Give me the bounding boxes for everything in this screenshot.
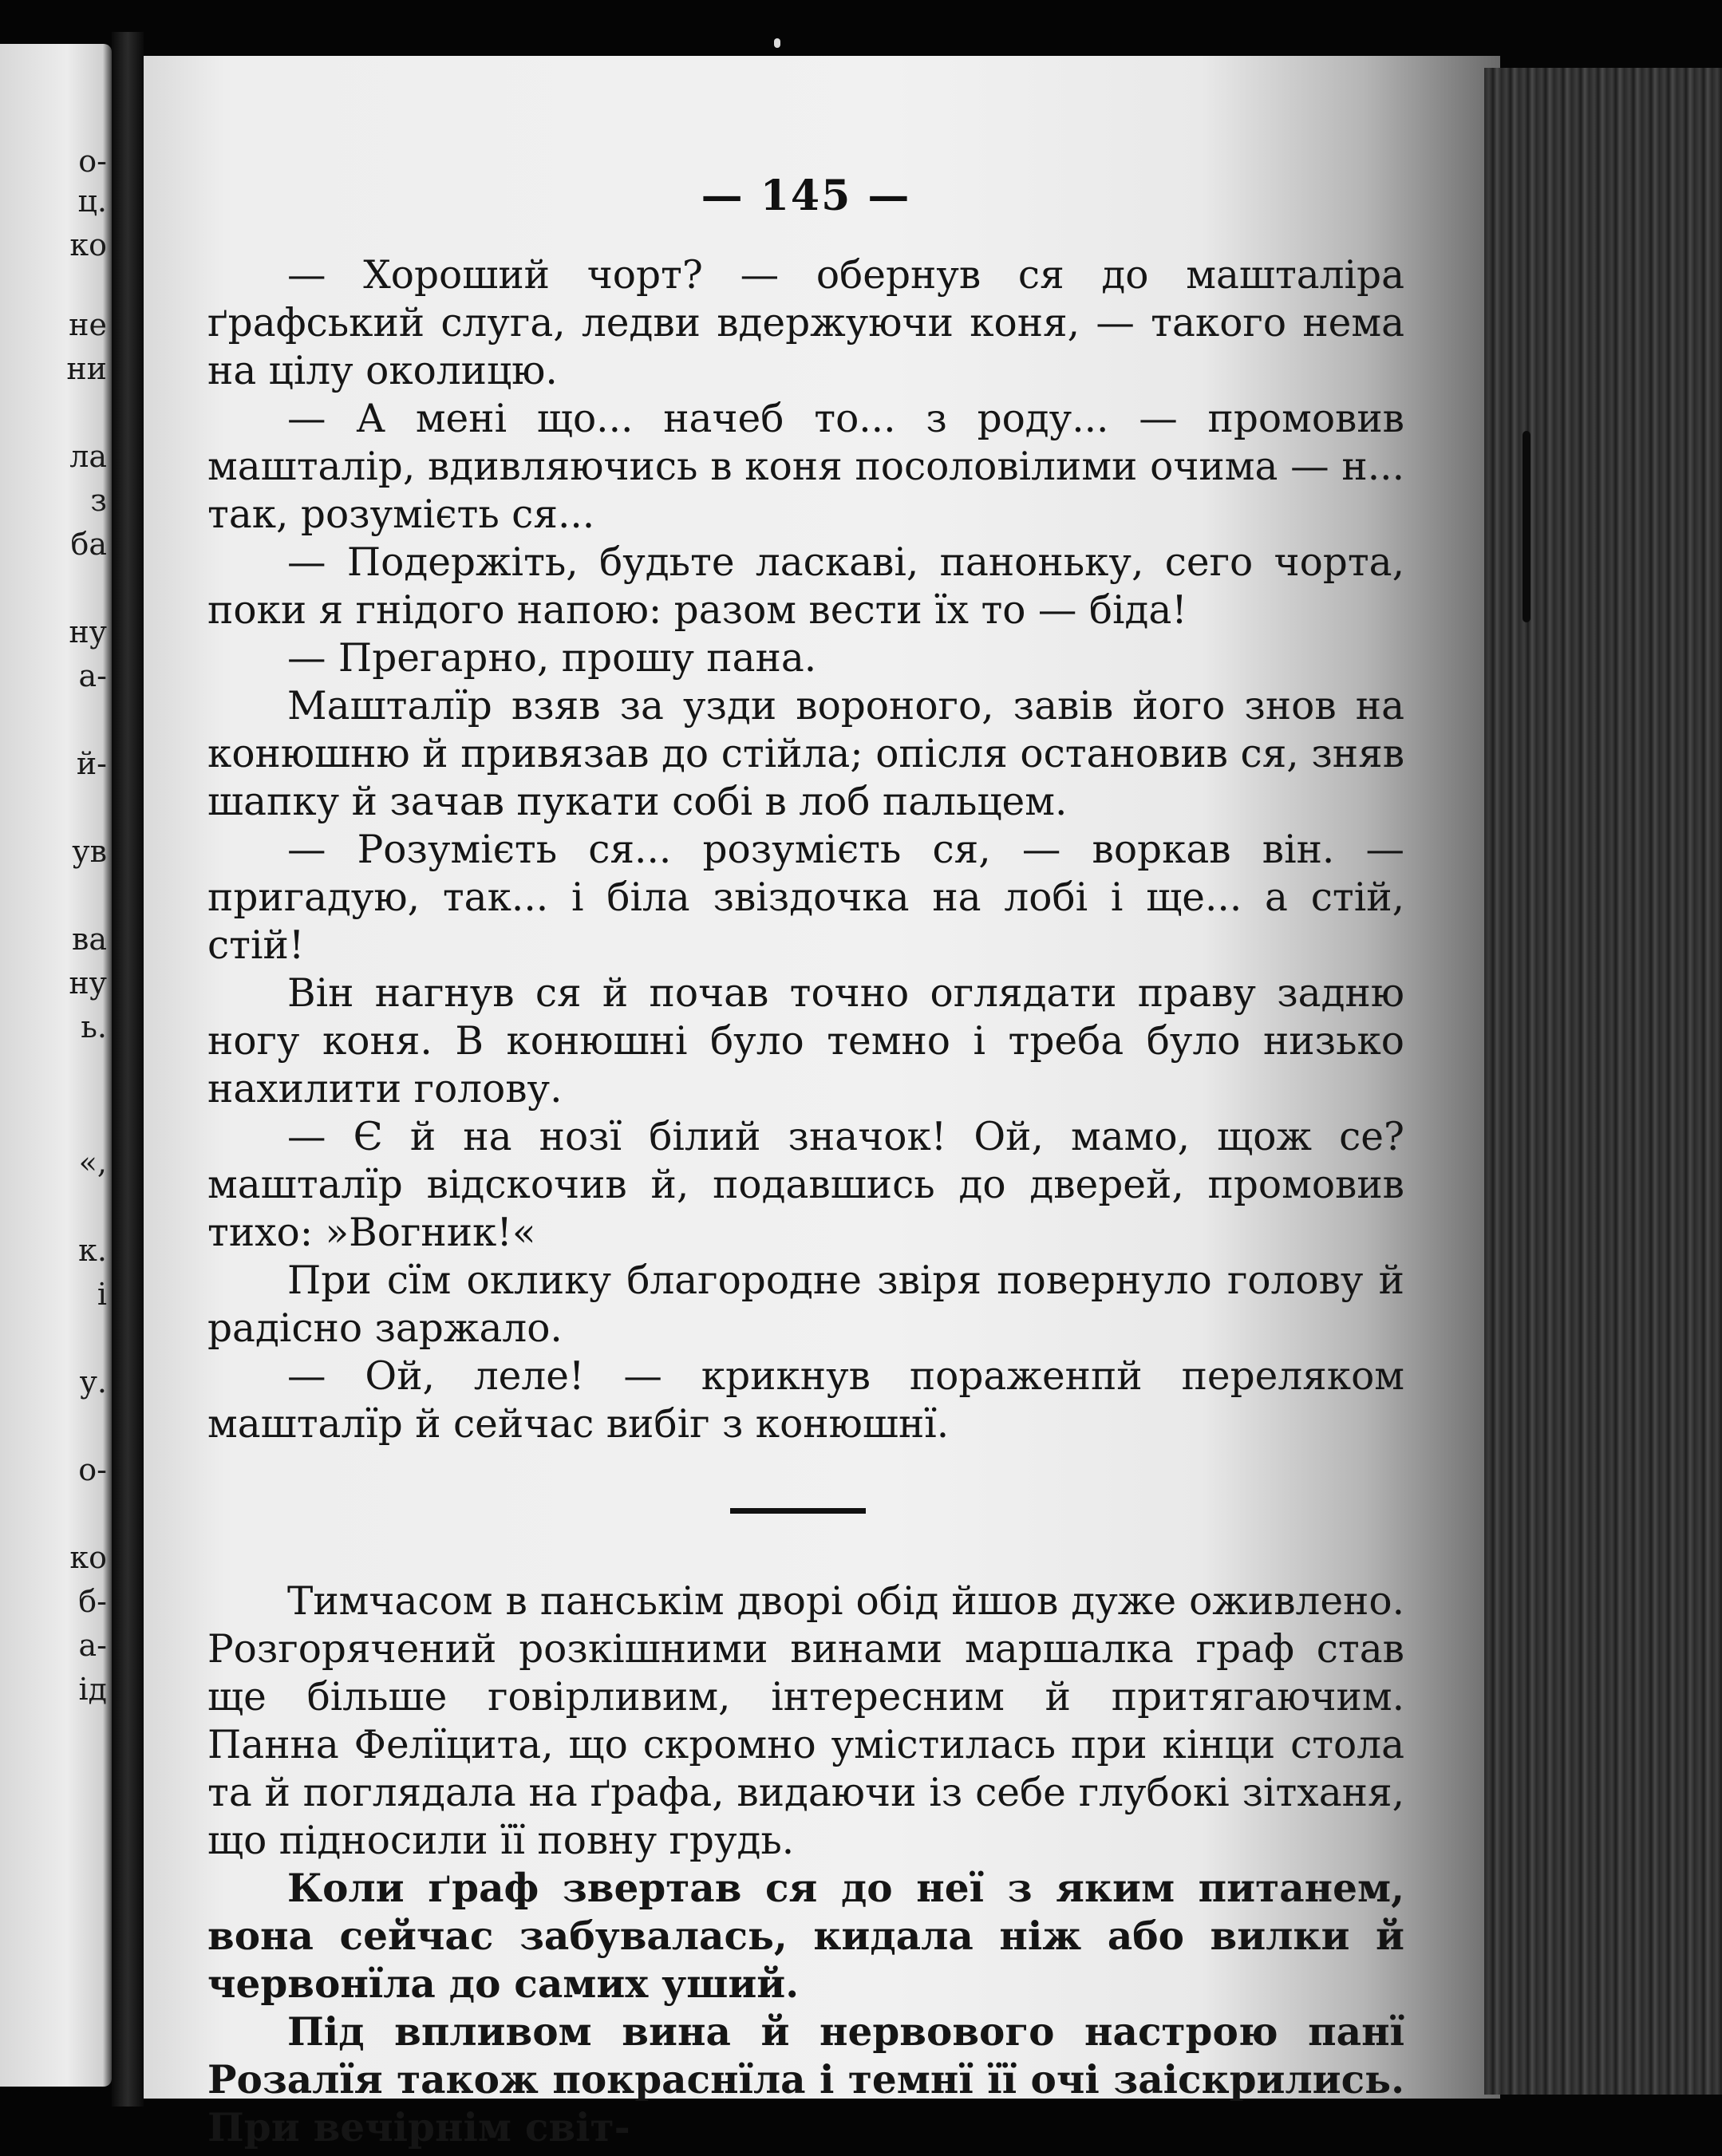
- facing-page-fragment: не: [69, 307, 107, 342]
- dialogue-paragraph: — Розумієть ся... розумієть ся, — воркав він. — пригадую, так... і біла звіздочка на лобі і ще... а стій, стій!: [207, 827, 1404, 968]
- narrative-paragraph: Він нагнув ся й почав точно оглядати праву задню ногу коня. В конюшні було темно і треба було низько нахилити голову.: [207, 971, 1404, 1112]
- facing-page-fragment: о-: [78, 1452, 107, 1487]
- facing-page-fragment: ва: [71, 922, 107, 957]
- facing-page-fragment: ь.: [81, 1009, 107, 1044]
- dialogue-paragraph: — А мені що... начеб то... з роду... — промовив машталір, вдивляючись в коня посоловілими очима — н... так, розумієть ся...: [207, 397, 1404, 537]
- facing-page-fragment: ну: [69, 965, 107, 1001]
- book-gutter: [112, 32, 144, 2107]
- scan-speck: [774, 38, 780, 48]
- narrative-paragraph: Тимчасом в панськім дворі обід йшов дуже оживлено. Розгорячений розкішними винами маршалка граф став ще більше говірливим, інтересним й притягаючим. Панна Фелїцита, що скромно умістилась при кінци стола та й поглядала на ґрафа, видаючи із себе глубокі зітханя, що підносили її повну грудь.: [207, 1579, 1404, 1863]
- narrative-paragraph: При сїм оклику благородне звіря повернуло голову й радісно заржало.: [207, 1258, 1404, 1351]
- narrative-paragraph: Під впливом вина й нервового настрою панї Розалїя також покраснїла і темнї її очі заіскрились. При вечірнім світ-: [207, 2009, 1404, 2150]
- dialogue-paragraph: — Ой, леле! — крикнув пораженпй переляком машталїр й сейчас вибіг з конюшнї.: [207, 1354, 1404, 1447]
- dialogue-paragraph: — Подержіть, будьте ласкаві, паноньку, сего чорта, поки я гнідого напою: разом вести їх то — біда!: [207, 540, 1404, 633]
- page-edge-stack: [1484, 68, 1722, 2095]
- facing-page-fragment: «,: [78, 1145, 107, 1180]
- dialogue-paragraph: — Прегарно, прошу пана.: [287, 636, 817, 681]
- facing-page-fragment: ну: [69, 614, 107, 650]
- facing-page-fragment: а-: [78, 658, 107, 693]
- page-number: — 145 —: [701, 172, 911, 220]
- facing-page-line-endings: [0, 44, 112, 2087]
- section-divider: [730, 1508, 866, 1514]
- facing-page-fragment: ув: [72, 834, 107, 869]
- facing-page-fragment: ни: [66, 351, 107, 386]
- facing-page-left: [0, 44, 112, 2087]
- facing-page-fragment: б-: [78, 1584, 107, 1619]
- page-text: [207, 251, 1404, 2152]
- facing-page-fragment: к.: [78, 1233, 107, 1268]
- dialogue-paragraph: — Хороший чорт? — обернув ся до машталіра ґрафський слуга, ледви вдержуючи коня, — такого нема на цілу околицю.: [207, 253, 1404, 393]
- edge-shadow-mark: [1523, 431, 1530, 622]
- facing-page-fragment: ла: [69, 439, 107, 474]
- facing-page-fragment: о-: [78, 144, 107, 179]
- facing-page-fragment: ц.: [77, 184, 107, 219]
- facing-page-fragment: і: [97, 1277, 107, 1312]
- facing-page-fragment: ід: [78, 1672, 107, 1707]
- facing-page-fragment: у.: [79, 1364, 107, 1400]
- facing-page-fragment: ко: [69, 227, 107, 263]
- facing-page-fragment: й-: [76, 746, 107, 781]
- dialogue-paragraph: — Є й на нозї білий значок! Ой, мамо, щож се? машталїр відскочив й, подавшись до дверей, промовив тихо: »Вогник!«: [207, 1115, 1404, 1255]
- narrative-paragraph: Машталїр взяв за узди вороного, завів його знов на конюшню й привязав до стійла; опісля остановив ся, зняв шапку й зачав пукати собі в лоб пальцем.: [207, 684, 1404, 824]
- book-page: [144, 56, 1500, 2150]
- facing-page-fragment: ко: [69, 1540, 107, 1575]
- narrative-paragraph: Коли ґраф звертав ся до неї з яким питанем, вона сейчас забувалась, кидала ніж або вилки й червонїла до самих уший.: [207, 1866, 1404, 2007]
- facing-page-fragment: а-: [78, 1628, 107, 1663]
- facing-page-fragment: ба: [70, 527, 107, 562]
- facing-page-fragment: з: [90, 483, 107, 518]
